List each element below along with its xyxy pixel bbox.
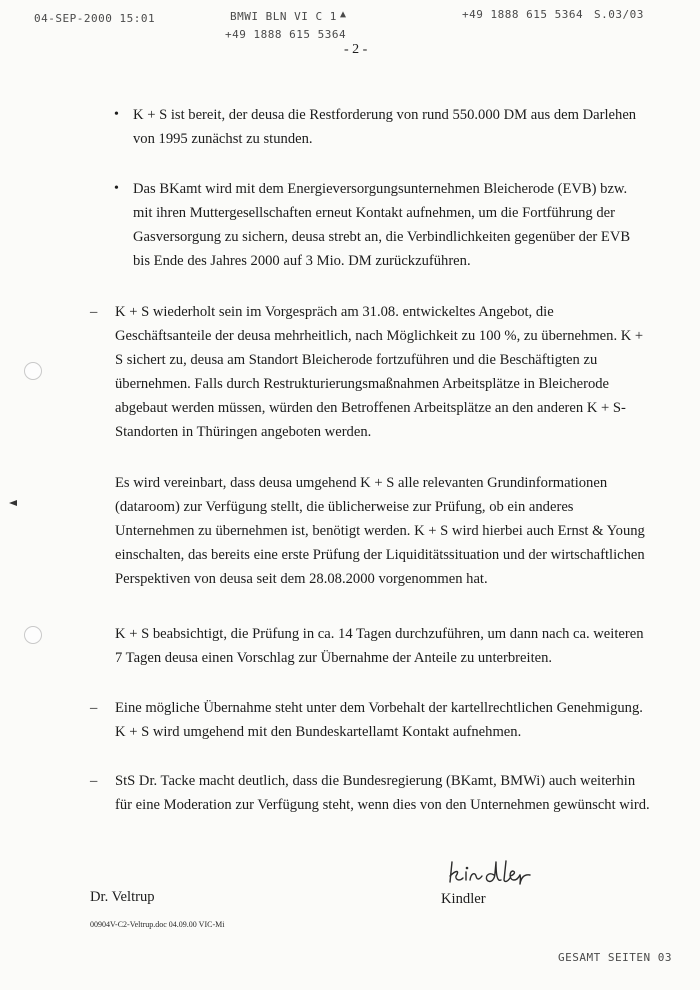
dash-item-angebot <box>90 300 650 444</box>
dash-text: Eine mögliche Übernahme steht unter dem Vorbehalt der kartellrechtlichen Genehmigung. K + S wird umgehend mit den Bundeskartellamt Kontakt aufnehmen. <box>115 700 643 740</box>
file-reference: 00904V-C2-Veltrup.doc 04.09.00 VIC-Mi <box>90 920 225 929</box>
bullet-text: K + S ist bereit, der deusa die Restforderung von rund 550.000 DM aus dem Darlehen von 1995 zunächst zu stunden. <box>133 107 637 147</box>
fax-number: +49 1888 615 5364 <box>462 8 584 21</box>
paragraph-dataroom: Es wird vereinbart, dass deusa umgehend K + S alle relevanten Grundinformationen (dataroom) zur Verfügung stellt, die üblicherweise zur Prüfung, ob ein anderes Unternehmen zu übernehmen ist, benötigt werden. K + S wird hierbei auch Ernst & Young einschalten, das bereits eine erste Prüfung der Liquiditätssituation und der wirtschaftlichen Perspektiven von deusa seit dem 28.08.2000 vorgenommen hat. <box>115 475 645 587</box>
fax-sender-mark: ▲ <box>340 9 347 20</box>
dash-item-moderation <box>90 769 650 817</box>
fax-page-indicator: S.03/03 <box>594 8 644 21</box>
bullet-item-restforderung <box>114 103 650 151</box>
fax-footer-total-pages: GESAMT SEITEN 03 <box>558 951 672 964</box>
dash-text: K + S wiederholt sein im Vorgespräch am 31.08. entwickeltes Angebot, die Geschäftsanteile der deusa mehrheitlich, nach Möglichkeit zu 100 %, zu übernehmen. K + S sichert zu, deusa am Standort Bleicherode fortzuführen und die Beschäftigten zu übernehmen. Falls durch Restrukturierungsmaßnahmen Arbeitsplätze in Bleicherode abgebaut werden müssen, würden den Betroffenen Arbeitsplätze an den anderen K + S-Standorten in Thüringen angeboten werden. <box>115 304 644 440</box>
paragraph-pruefung: K + S beabsichtigt, die Prüfung in ca. 14 Tagen durchzuführen, um dann nach ca. weiteren 7 Tagen deusa einen Vorschlag zur Übernahme der Anteile zu unterbreiten. <box>115 626 644 666</box>
margin-arrow-mark <box>9 500 17 506</box>
fax-sender-number: +49 1888 615 5364 <box>225 28 347 41</box>
page-number: - 2 - <box>344 42 368 57</box>
dash-mark: – <box>90 700 98 716</box>
fax-sender: BMWI BLN VI C 1 <box>230 10 337 23</box>
dash-text: StS Dr. Tacke macht deutlich, dass die Bundesregierung (BKamt, BMWi) auch weiterhin für eine Moderation zur Verfügung steht, wenn dies von den Unternehmen gewünscht wird. <box>115 773 650 813</box>
signature-right-name: Kindler <box>441 891 486 907</box>
bullet-dot: • <box>114 107 119 122</box>
fax-datetime: 04-SEP-2000 15:01 <box>34 12 156 25</box>
punch-hole-top <box>24 362 42 380</box>
handwritten-signature <box>448 858 548 892</box>
bullet-dot: • <box>114 181 119 196</box>
punch-hole-bottom <box>24 626 42 644</box>
dash-mark: – <box>90 304 98 320</box>
bullet-text: Das BKamt wird mit dem Energieversorgungsunternehmen Bleicherode (EVB) bzw. mit ihren Muttergesellschaften erneut Kontakt aufnehmen, um die Fortführung der Gasversorgung zu sichern, deusa strebt an, die Verbindlichkeiten gegenüber der EVB bis Ende des Jahres 2000 auf 3 Mio. DM zurückzuführen. <box>133 181 631 269</box>
dash-item-kartellrecht <box>90 696 650 744</box>
signature-left-name: Dr. Veltrup <box>90 889 155 905</box>
bullet-item-evb <box>114 177 650 273</box>
dash-mark: – <box>90 773 98 789</box>
